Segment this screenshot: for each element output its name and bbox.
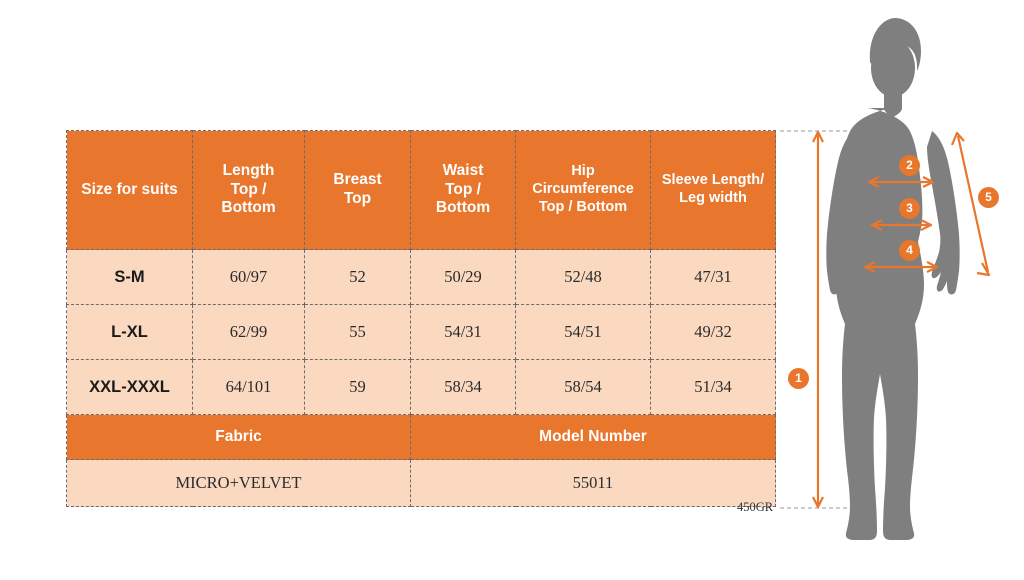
cell-hip: 54/51 <box>516 305 651 360</box>
cell-sleeve: 49/32 <box>651 305 776 360</box>
header-size-label: Size for suits <box>81 180 178 198</box>
header-length: Length Top / Bottom <box>193 131 305 250</box>
table-row <box>67 305 776 360</box>
measure-badge-5: 5 <box>978 187 999 208</box>
cell-breast: 52 <box>305 250 411 305</box>
header-size <box>67 131 193 250</box>
measure-badge-4: 4 <box>899 240 920 261</box>
row-size-label: L-XL <box>67 305 193 360</box>
fabric-value: MICRO+VELVET <box>67 460 411 507</box>
model-number-header: Model Number <box>411 415 776 460</box>
table-row <box>67 360 776 415</box>
cell-waist: 58/34 <box>411 360 516 415</box>
cell-waist: 54/31 <box>411 305 516 360</box>
measure-badge-2: 2 <box>899 155 920 176</box>
cell-length: 60/97 <box>193 250 305 305</box>
cell-hip: 58/54 <box>516 360 651 415</box>
size-table-container <box>66 130 775 507</box>
header-hip: Hip Circumference Top / Bottom <box>516 131 651 250</box>
cell-waist: 50/29 <box>411 250 516 305</box>
header-breast: Breast Top <box>305 131 411 250</box>
height-measure-arrow <box>813 132 823 507</box>
cell-sleeve: 51/34 <box>651 360 776 415</box>
table-row <box>67 250 776 305</box>
measure-badge-3: 3 <box>899 198 920 219</box>
model-figure-diagram <box>780 0 1024 580</box>
garment-weight-label: 450GR <box>737 500 774 514</box>
table-footer-value-row <box>67 460 776 507</box>
size-table <box>66 130 776 507</box>
cell-hip: 52/48 <box>516 250 651 305</box>
cell-length: 64/101 <box>193 360 305 415</box>
header-sleeve: Sleeve Length/ Leg width <box>651 131 776 250</box>
row-size-label: XXL-XXXL <box>67 360 193 415</box>
measure-badge-1: 1 <box>788 368 809 389</box>
cell-length: 62/99 <box>193 305 305 360</box>
table-header-row <box>67 131 776 250</box>
female-silhouette-illustration <box>780 0 1024 580</box>
model-number-value: 55011 <box>411 460 776 507</box>
fabric-header: Fabric <box>67 415 411 460</box>
table-footer-header-row <box>67 415 776 460</box>
cell-sleeve: 47/31 <box>651 250 776 305</box>
cell-breast: 59 <box>305 360 411 415</box>
cell-breast: 55 <box>305 305 411 360</box>
row-size-label: S-M <box>67 250 193 305</box>
header-waist: Waist Top / Bottom <box>411 131 516 250</box>
silhouette-shape <box>826 18 959 540</box>
